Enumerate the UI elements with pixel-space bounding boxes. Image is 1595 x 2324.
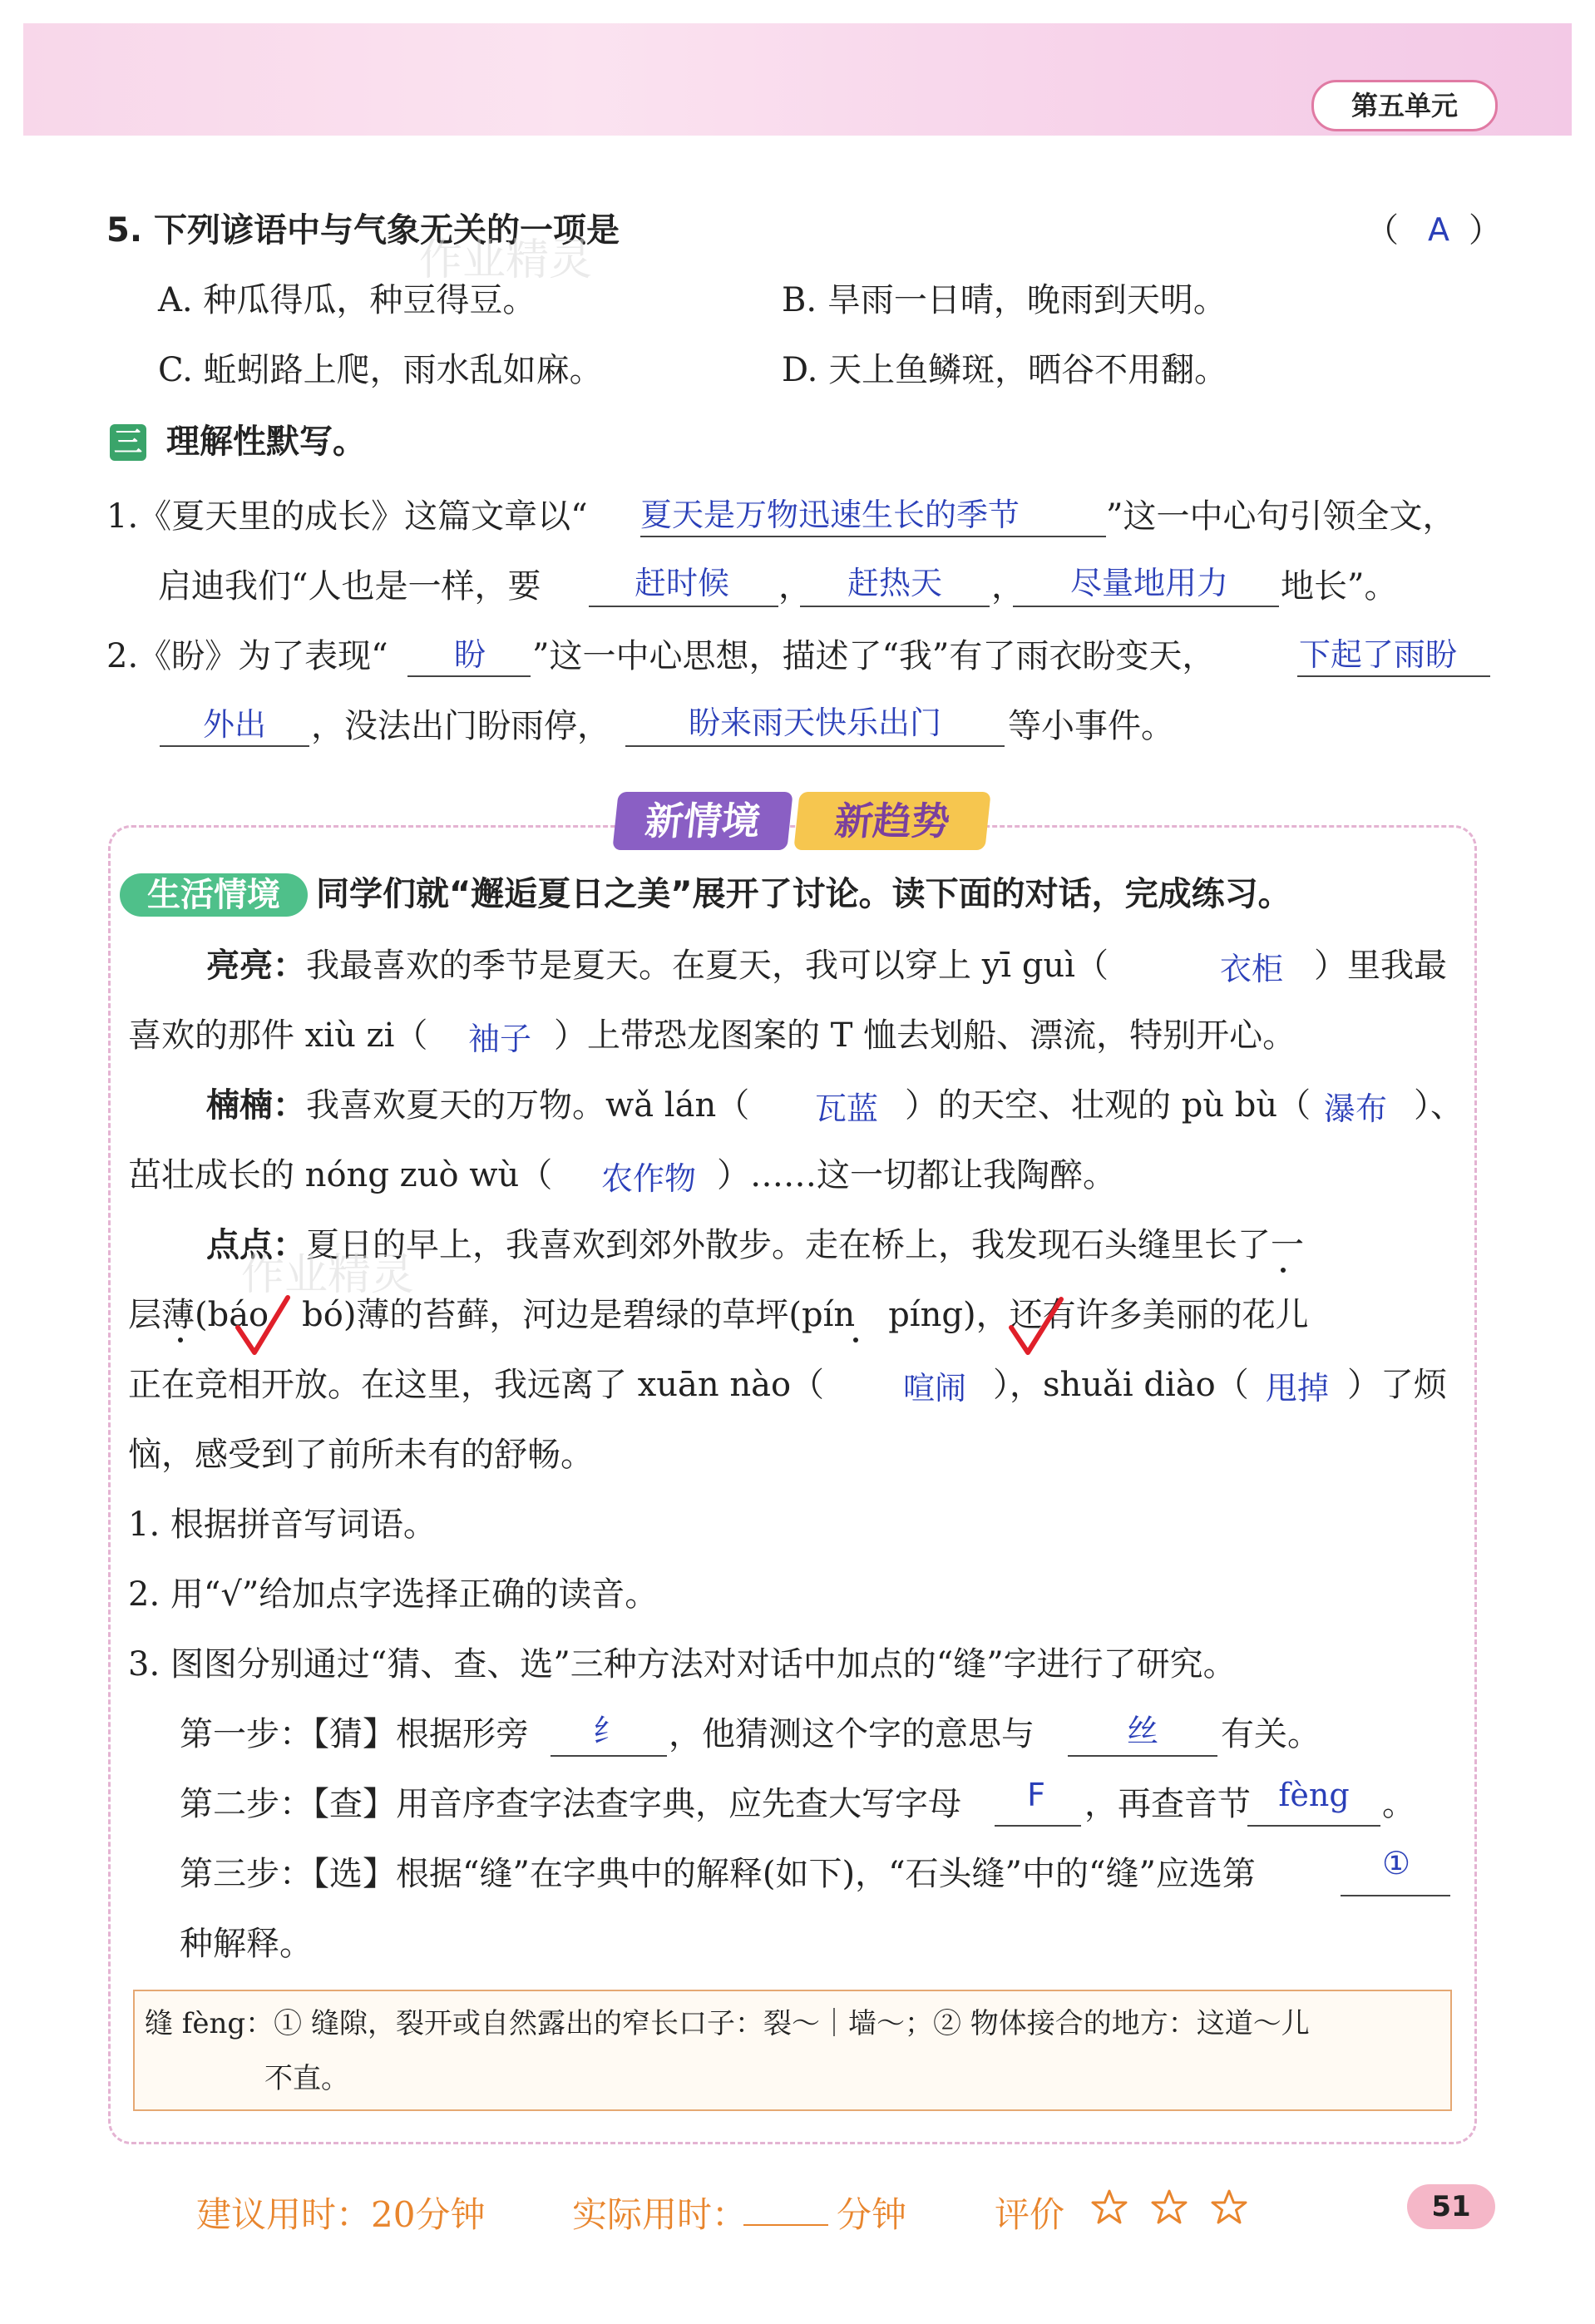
p1-line2-b: ）上带恐龙图案的 T 恤去划船、漂流，特别开心。 [554,1016,1296,1055]
p1-line1-a: 我最喜欢的季节是夏天。在夏天，我可以穿上 yī guì（ [306,947,1109,985]
s3-q1-line2-pre: 启迪我们“人也是一样，要 [158,567,541,606]
speaker-nannan: 楠楠： [206,1086,306,1125]
p1-answer-2: 袖子 [467,1021,531,1057]
s3-q2-line1-mid: ”这一中心思想，描述了“我”有了雨衣盼变天， [532,637,1216,675]
p1-line1-b: ）里我最 [1314,947,1447,985]
underline [1341,1895,1450,1896]
p1-answer-1: 衣柜 [1219,951,1283,987]
task-3: 3. 图图分别通过“猜、查、选”三种方法对对话中加点的“缝”字进行了研究。 [128,1645,1237,1684]
check-mark-icon [235,1293,293,1359]
section-number-icon: 三 [110,424,146,461]
s3-q1-answer-2: 赶热天 [847,565,942,601]
comma: ， [991,567,1025,606]
step3-b: 种解释。 [180,1925,313,1963]
step3-a: 第三步：【选】根据“缝”在字典中的解释(如下)，“石头缝”中的“缝”应选第 [180,1855,1256,1893]
p2-line1-c: ）、 [1414,1086,1464,1125]
actual-time-blank [743,2224,828,2226]
speaker-diandian: 点点： [206,1226,306,1264]
p2-answer-3: 农作物 [600,1160,696,1197]
q5-bracket-close: ） [1469,211,1502,250]
actual-time-unit: 分钟 [837,2194,907,2235]
underline [551,1755,667,1757]
s3-q2-answer-2-cont: 外出 [202,706,266,743]
s3-q2-answer-2: 下起了雨盼 [1299,636,1458,673]
dictionary-line-2: 不直。 [264,2062,349,2095]
s3-q2-answer-3: 盼来雨天快乐出门 [688,705,941,741]
p3-line3-a: 正在竞相开放。在这里，我远离了 xuān nào（ [128,1366,825,1404]
emphasis-dot [1281,1268,1286,1273]
p3-line3-b: ），shuǎi diào（ [993,1366,1249,1404]
star-icon[interactable] [1149,2188,1189,2228]
emphasis-dot [178,1338,183,1342]
underline [995,1825,1081,1827]
task-1: 1. 根据拼音写词语。 [128,1506,437,1544]
p1-line2-a: 喜欢的那件 xiù zi（ [128,1016,428,1055]
step3-answer: ① [1381,1845,1411,1881]
step2-c: 。 [1382,1785,1415,1823]
context-intro: 同学们就“邂逅夏日之美”展开了讨论。读下面的对话，完成练习。 [316,875,1291,913]
s3-q1-answer-1: 赶时候 [634,565,729,601]
underline [589,606,778,607]
suggested-time: 建议用时：20分钟 [196,2194,486,2235]
s3-q1-answer-center: 夏天是万物迅速生长的季节 [640,497,1020,533]
context-label: 生活情境 [120,873,308,917]
step1-b: ，他猜测这个字的意思与 [669,1715,1035,1753]
step2-answer-2: fèng [1278,1777,1350,1813]
p2-line2-a: 茁壮成长的 nóng zuò wù（ [128,1156,553,1194]
unit-tag: 第五单元 [1311,80,1498,131]
underline [625,745,1005,747]
p3-line1: 夏日的早上，我喜欢到郊外散步。走在桥上，我发现石头缝里长了一 [306,1226,1304,1264]
s3-q2-line2-post: 等小事件。 [1008,707,1174,745]
q5-stem: 5. 下列谚语中与气象无关的一项是 [106,211,620,250]
underline [800,606,990,607]
star-icon[interactable] [1209,2188,1249,2228]
emphasis-dot [853,1338,858,1342]
s3-q2-line1-pre: 2.《盼》为了表现“ [106,637,388,675]
q5-bracket-open: （ [1365,211,1399,250]
section-title: 理解性默写。 [166,423,366,461]
underline [1297,675,1490,677]
p3-line4: 恼，感受到了前所未有的舒畅。 [128,1436,594,1474]
underline [1068,1755,1217,1757]
p2-answer-1: 瓦蓝 [814,1090,878,1127]
underline [1013,606,1279,607]
speaker-liangliang: 亮亮： [206,947,306,985]
q5-answer: A [1428,211,1449,248]
rating-label: 评价 [995,2194,1065,2235]
banner-new-trend: 新趋势 [793,792,990,850]
p2-line1-b: ）的天空、壮观的 pù bù（ [905,1086,1311,1125]
page-number: 51 [1407,2184,1495,2229]
step2-answer-1: F [1027,1777,1045,1813]
s3-q1-answer-3: 尽量地用力 [1069,565,1228,601]
s3-q1-line2-post: 地长”。 [1281,567,1398,606]
check-mark-icon [1008,1294,1066,1361]
actual-time-label: 实际用时： [572,2194,748,2235]
p3-line3-c: ）了烦 [1347,1366,1447,1404]
underline [407,675,531,677]
star-icon[interactable] [1089,2188,1129,2228]
step1-answer-1: 纟 [592,1713,625,1749]
dictionary-line-1: 缝 fèng：① 缝隙，裂开或自然露出的窄长口子：裂～｜墙～；② 物体接合的地方：这道～儿 [145,2007,1310,2040]
s3-q1-line1-pre: 1.《夏天里的成长》这篇文章以“ [106,497,588,536]
step2-b: ，再查音节 [1084,1785,1251,1823]
p2-line2-b: ）……这一切都让我陶醉。 [717,1156,1116,1194]
watermark: 作业精灵 [241,1250,415,1300]
q5-option-c: C. 蚯蚓路上爬，雨水乱如麻。 [158,351,603,389]
banner-new-context: 新情境 [612,792,793,850]
p3-answer-1: 喧闹 [902,1370,966,1407]
underline [640,536,1106,537]
q5-option-a: A. 种瓜得瓜，种豆得豆。 [158,281,536,319]
step1-c: 有关。 [1221,1715,1321,1753]
task-2: 2. 用“√”给加点字选择正确的读音。 [128,1575,659,1614]
comma: ， [778,567,812,606]
p2-answer-2: 瀑布 [1323,1090,1387,1127]
q5-option-d: D. 天上鱼鳞斑，晒谷不用翻。 [782,351,1228,389]
s3-q1-line1-post: ”这一中心句引领全文， [1106,497,1456,536]
s3-q2-answer-1: 盼 [453,636,486,673]
step1-answer-2: 丝 [1126,1713,1158,1749]
p3-line2: 层薄(báo bó)薄的苔藓，河边是碧绿的草坪(pín píng)，还有许多美丽的花儿 [128,1296,1309,1334]
p2-line1-a: 我喜欢夏天的万物。wǎ lán（ [306,1086,750,1125]
step1-a: 第一步：【猜】根据形旁 [180,1715,529,1753]
watermark: 作业精灵 [419,235,593,285]
dictionary-entry-box [133,1990,1452,2111]
q5-option-b: B. 旱雨一日晴，晚雨到天明。 [782,281,1227,319]
p3-answer-2: 甩掉 [1265,1370,1329,1407]
s3-q2-line2-mid: ，没法出门盼雨停， [311,707,610,745]
underline [1247,1825,1380,1827]
underline [160,745,309,747]
step2-a: 第二步：【查】用音序查字法查字典，应先查大写字母 [180,1785,961,1823]
